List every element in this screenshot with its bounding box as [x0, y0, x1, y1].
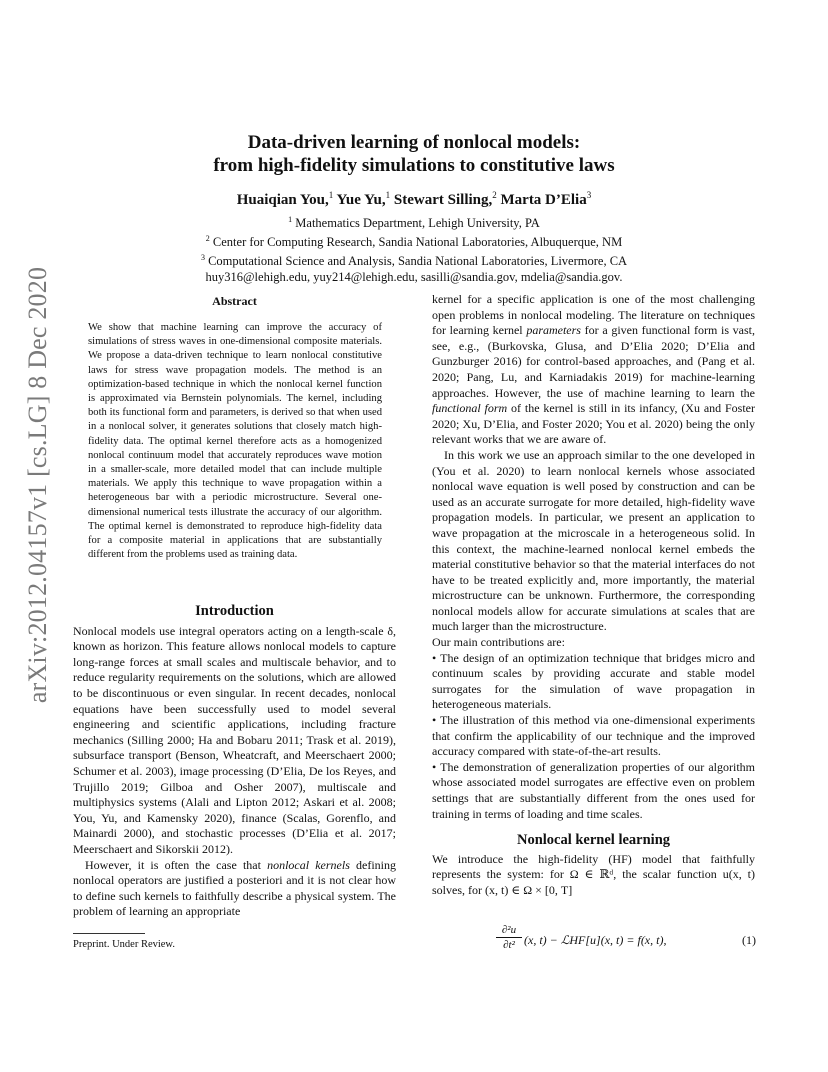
- affil-text: Computational Science and Analysis, Sandia National Laboratories, Livermore, CA: [208, 254, 628, 269]
- author-affil-mark: 2: [492, 190, 497, 200]
- affil-mark: 3: [200, 253, 205, 263]
- arxiv-identifier[interactable]: arXiv:2012.04157v1 [cs.LG] 8 Dec 2020: [23, 266, 52, 704]
- arxiv-stamp: [16, 266, 60, 704]
- emphasis-run: parameters: [526, 323, 581, 338]
- intro-paragraph-2: [73, 858, 396, 920]
- title-line-2: from high-fidelity simulations to constitutive laws: [213, 155, 615, 176]
- introduction-heading: Introduction: [195, 603, 274, 619]
- abstract-text: We show that machine learning can improve the accuracy of simulations of stress waves in one-dimensional composite materials. We propose a data-driven technique to learn nonlocal constitutive laws for stress wave propagation models. The method is an optimization-based technique in which the nonlocal kernel function is approximated via Bernstein polynomials. The kernel, including both its functional form and parameters, is derived so that when used in a nonlocal solver, it generates solutions that closely match high-fidelity data. The optimal kernel therefore acts as a homogenized nonlocal continuum model that accurately reproduces wave motion in a smaller-scale, more detailed model that can include multiple materials. We apply this technique to wave propagation within a heterogeneous bar with a periodic microstructure. Several one-dimensional numerical tests illustrate the accuracy of our algorithm. The optimal kernel is demonstrated to reproduce high-fidelity data for a composite material in applications that are substantially different from the problems used as training data.: [88, 322, 382, 561]
- author-affil-mark: 3: [586, 190, 592, 200]
- kernel-learning-heading: Nonlocal kernel learning: [516, 832, 671, 849]
- fraction-denominator: ∂t²: [503, 939, 515, 951]
- text-run: for a given functional form is vast, see, e.g., (Burkovska, Glusa, and D’Elia 2020; D’Elia and Gunzburger 2016) for control-based approaches, and (Pang et al. 2020; Pang, Lu, and Karniadakis 2019) for machine-learning approaches. However, the use of machine learning to learn the: [432, 323, 755, 400]
- fraction-numerator: ∂²u: [496, 923, 522, 938]
- right-column: [432, 292, 755, 899]
- contributions-intro: Our main contributions are:: [432, 635, 565, 650]
- footnote: Preprint. Under Review.: [73, 939, 175, 950]
- text-run: However, it is often the case that: [85, 857, 268, 872]
- affil-mark: 2: [205, 234, 210, 244]
- abstract-heading: Abstract: [212, 294, 257, 308]
- author-affil-mark: 1: [328, 190, 334, 200]
- affil-text: Center for Computing Research, Sandia National Laboratories, Albuquerque, NM: [212, 235, 623, 250]
- contribution-item: • The demonstration of generalization properties of our algorithm whose associated model surrogates are effective even on problem settings that are substantially different from the ones used for training in terms of loading and time scales.: [432, 759, 755, 821]
- affil-text: Mathematics Department, Lehigh University, PA: [295, 216, 540, 231]
- equation-body: (x, t) − ℒHF[u](x, t) = f(x, t),: [524, 933, 667, 947]
- kernel-learning-paragraph: We introduce the high-fidelity (HF) model that faithfully represents the system: for Ω ∈ ℝᵈ, the scalar function u(x, t) solves, for (x, t) ∈ Ω × [0, T]: [432, 851, 755, 897]
- intro-paragraph-1: Nonlocal models use integral operators acting on a length-scale δ, known as horizon. This feature allows nonlocal models to capture long-range forces at small scales and multiscale behavior, and to reduce regularity requirements on the solutions, which are allowed to be discontinuous or even singular. In recent decades, nonlocal equations have been successfully used to model several engineering and scientific applications, including fracture mechanics (Silling 2000; Ha and Bobaru 2011; Trask et al. 2019), subsurface transport (Benson, Wheatcraft, and Meerschaert 2000; Schumer et al. 2003), image processing (D’Elia, De los Reyes, and Trujillo 2019; Gilboa and Osher 2007), multiscale and multiphysics systems (Alali and Lipton 2012; Askari et al. 2008; You, Yu, and Kamensky 2020), finance (Scalas, Gorenflo, and Mainardi 2000), and stochastic processes (D’Elia et al. 2017; Meerschaert and Sikorskii 2012).: [73, 623, 396, 856]
- introduction-section: [73, 604, 396, 920]
- text-run: of the kernel is still in its infancy, (Xu and Foster 2020; Xu, D’Elia, and Foster 2020; You et al. 2020) being the only relevant works that we are aware of.: [432, 401, 755, 447]
- emphasis-run: nonlocal kernels: [267, 857, 350, 872]
- author-list: [0, 190, 828, 209]
- affiliation-line: [0, 212, 828, 231]
- affiliation-line: [0, 231, 828, 250]
- title-line-1: Data-driven learning of nonlocal models:: [247, 132, 581, 153]
- text-run: kernel for a specific application is one of the most challenging open problems in nonlocal modeling. The literature on techniques for learning kernel: [432, 292, 755, 338]
- right-paragraph-2: In this work we use an approach similar to the one developed in (You et al. 2020) to learn nonlocal kernels whose associated nonlocal wave equation is well posed by construction and can be used as an accurate surrogate for more detailed, high-fidelity wave propagation models. In particular, we present an application to wave propagation at the microscale in a heterogeneous solid. In this context, the machine-learned nonlocal kernel embeds the material constitutive behavior so that the material interfaces do not have to be treated explicitly and, more importantly, the material microstructure can be unknown. Furthermore, the corresponding nonlocal models allow for accurate simulations at scales that are much larger than the microstructure.: [432, 447, 755, 634]
- author-name: Stewart Silling,: [393, 192, 493, 208]
- affiliation-line: [0, 250, 828, 269]
- equation-number: (1): [742, 933, 756, 947]
- affiliations: [0, 212, 828, 285]
- right-paragraph-1: [432, 292, 755, 448]
- emphasis-run: functional form: [432, 401, 508, 416]
- contribution-item: • The illustration of this method via one-dimensional experiments that confirm the applicability of our technique and the improved accuracy compared with state-of-the-art results.: [432, 713, 755, 759]
- author-name: Huaiqian You,: [236, 192, 329, 208]
- affil-mark: 1: [288, 215, 293, 224]
- author-name: Yue Yu,: [336, 192, 386, 208]
- paper-title: [0, 131, 828, 177]
- author-affil-mark: 1: [385, 190, 391, 200]
- text-run: defining nonlocal operators are justified a posteriori and it is not clear how to define such kernels to faithfully describe a physical system. The problem of learning an appropriate: [73, 857, 396, 919]
- equation-1: [496, 923, 756, 963]
- author-emails[interactable]: huy316@lehigh.edu, yuy214@lehigh.edu, sasilli@sandia.gov, mdelia@sandia.gov.: [205, 270, 623, 285]
- footnote-rule: [73, 933, 145, 934]
- equation-fraction: [496, 923, 522, 953]
- author-name: Marta D’Elia: [500, 192, 587, 208]
- contribution-item: • The design of an optimization technique that bridges micro and continuum scales by providing accurate and stable model surrogates for the simulation of wave propagation in heterogeneous materials.: [432, 650, 755, 712]
